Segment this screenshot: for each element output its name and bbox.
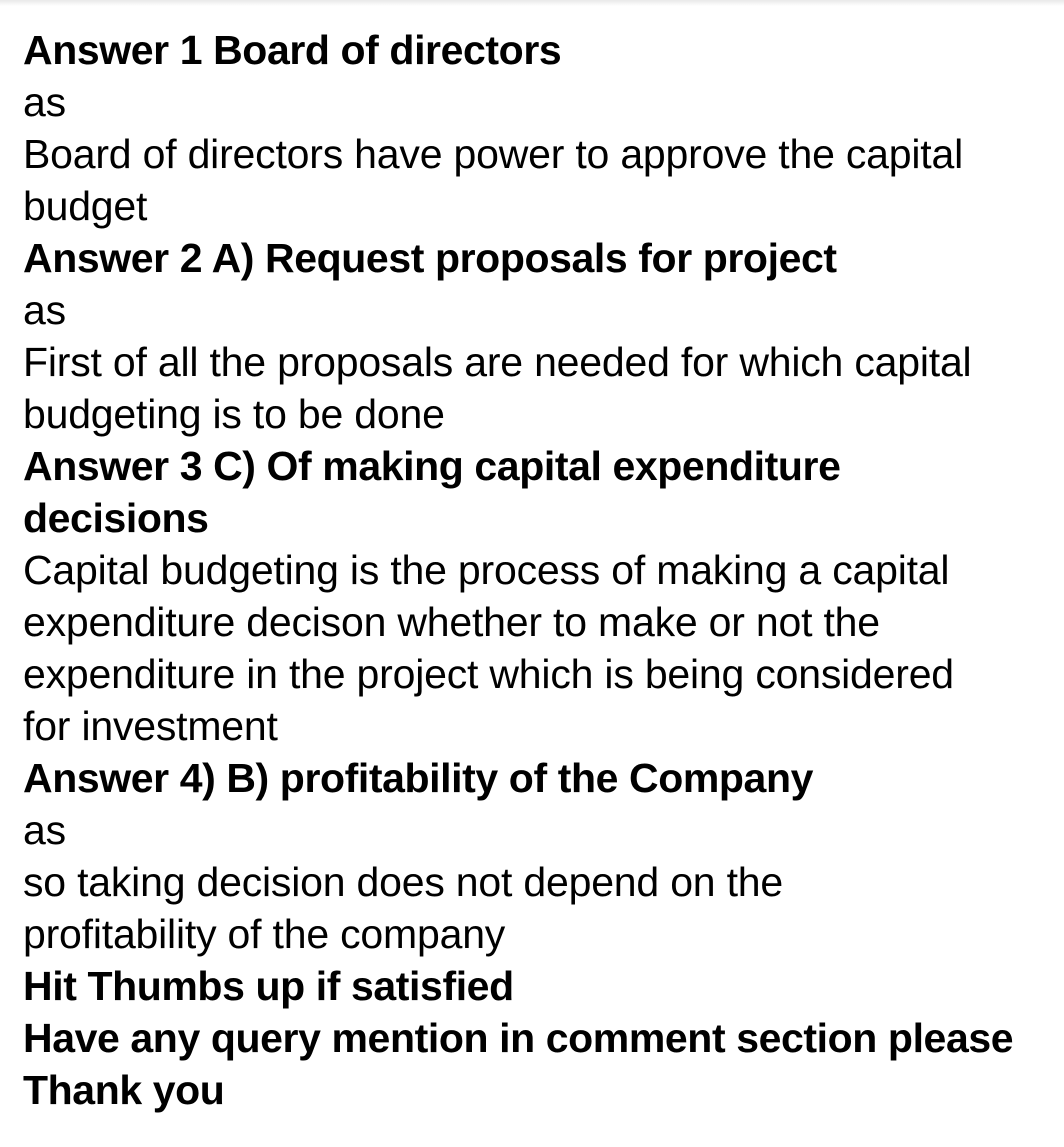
answer-3 <box>23 440 1063 752</box>
answer-3-heading: decisions <box>23 495 209 541</box>
answer-4 <box>23 752 1063 960</box>
closing-section <box>23 960 1063 1116</box>
answer-1 <box>23 24 1063 232</box>
answer-2-body-line: First of all the proposals are needed for which capital <box>23 339 972 385</box>
answer-2 <box>23 232 1063 440</box>
top-edge-shadow <box>0 0 1064 6</box>
answer-3-body-line: for investment <box>23 703 278 749</box>
answer-2-heading: Answer 2 A) Request proposals for project <box>23 235 837 281</box>
answer-1-body-line: budget <box>23 183 148 229</box>
answer-3-body-line: expenditure decison whether to make or not the <box>23 599 880 645</box>
answer-4-heading: Answer 4) B) profitability of the Company <box>23 755 813 801</box>
thank-you-note: Thank you <box>23 1067 225 1113</box>
comment-query-note: Have any query mention in comment section please <box>23 1015 1014 1061</box>
answer-2-connector: as <box>23 287 66 333</box>
thumbs-up-request: Hit Thumbs up if satisfied <box>23 963 514 1009</box>
answer-3-body-line: expenditure in the project which is being considered <box>23 651 954 697</box>
answer-4-body-line: profitability of the company <box>23 911 506 957</box>
answer-2-body-line: budgeting is to be done <box>23 391 445 437</box>
answer-3-body-line: Capital budgeting is the process of making a capital <box>23 547 950 593</box>
answer-1-heading: Answer 1 Board of directors <box>23 27 562 73</box>
answer-3-heading: Answer 3 C) Of making capital expenditure <box>23 443 841 489</box>
answer-4-connector: as <box>23 807 66 853</box>
answer-1-connector: as <box>23 79 66 125</box>
answer-document <box>23 24 1063 1116</box>
answer-1-body-line: Board of directors have power to approve the capital <box>23 131 963 177</box>
answer-4-body-line: so taking decision does not depend on the <box>23 859 783 905</box>
